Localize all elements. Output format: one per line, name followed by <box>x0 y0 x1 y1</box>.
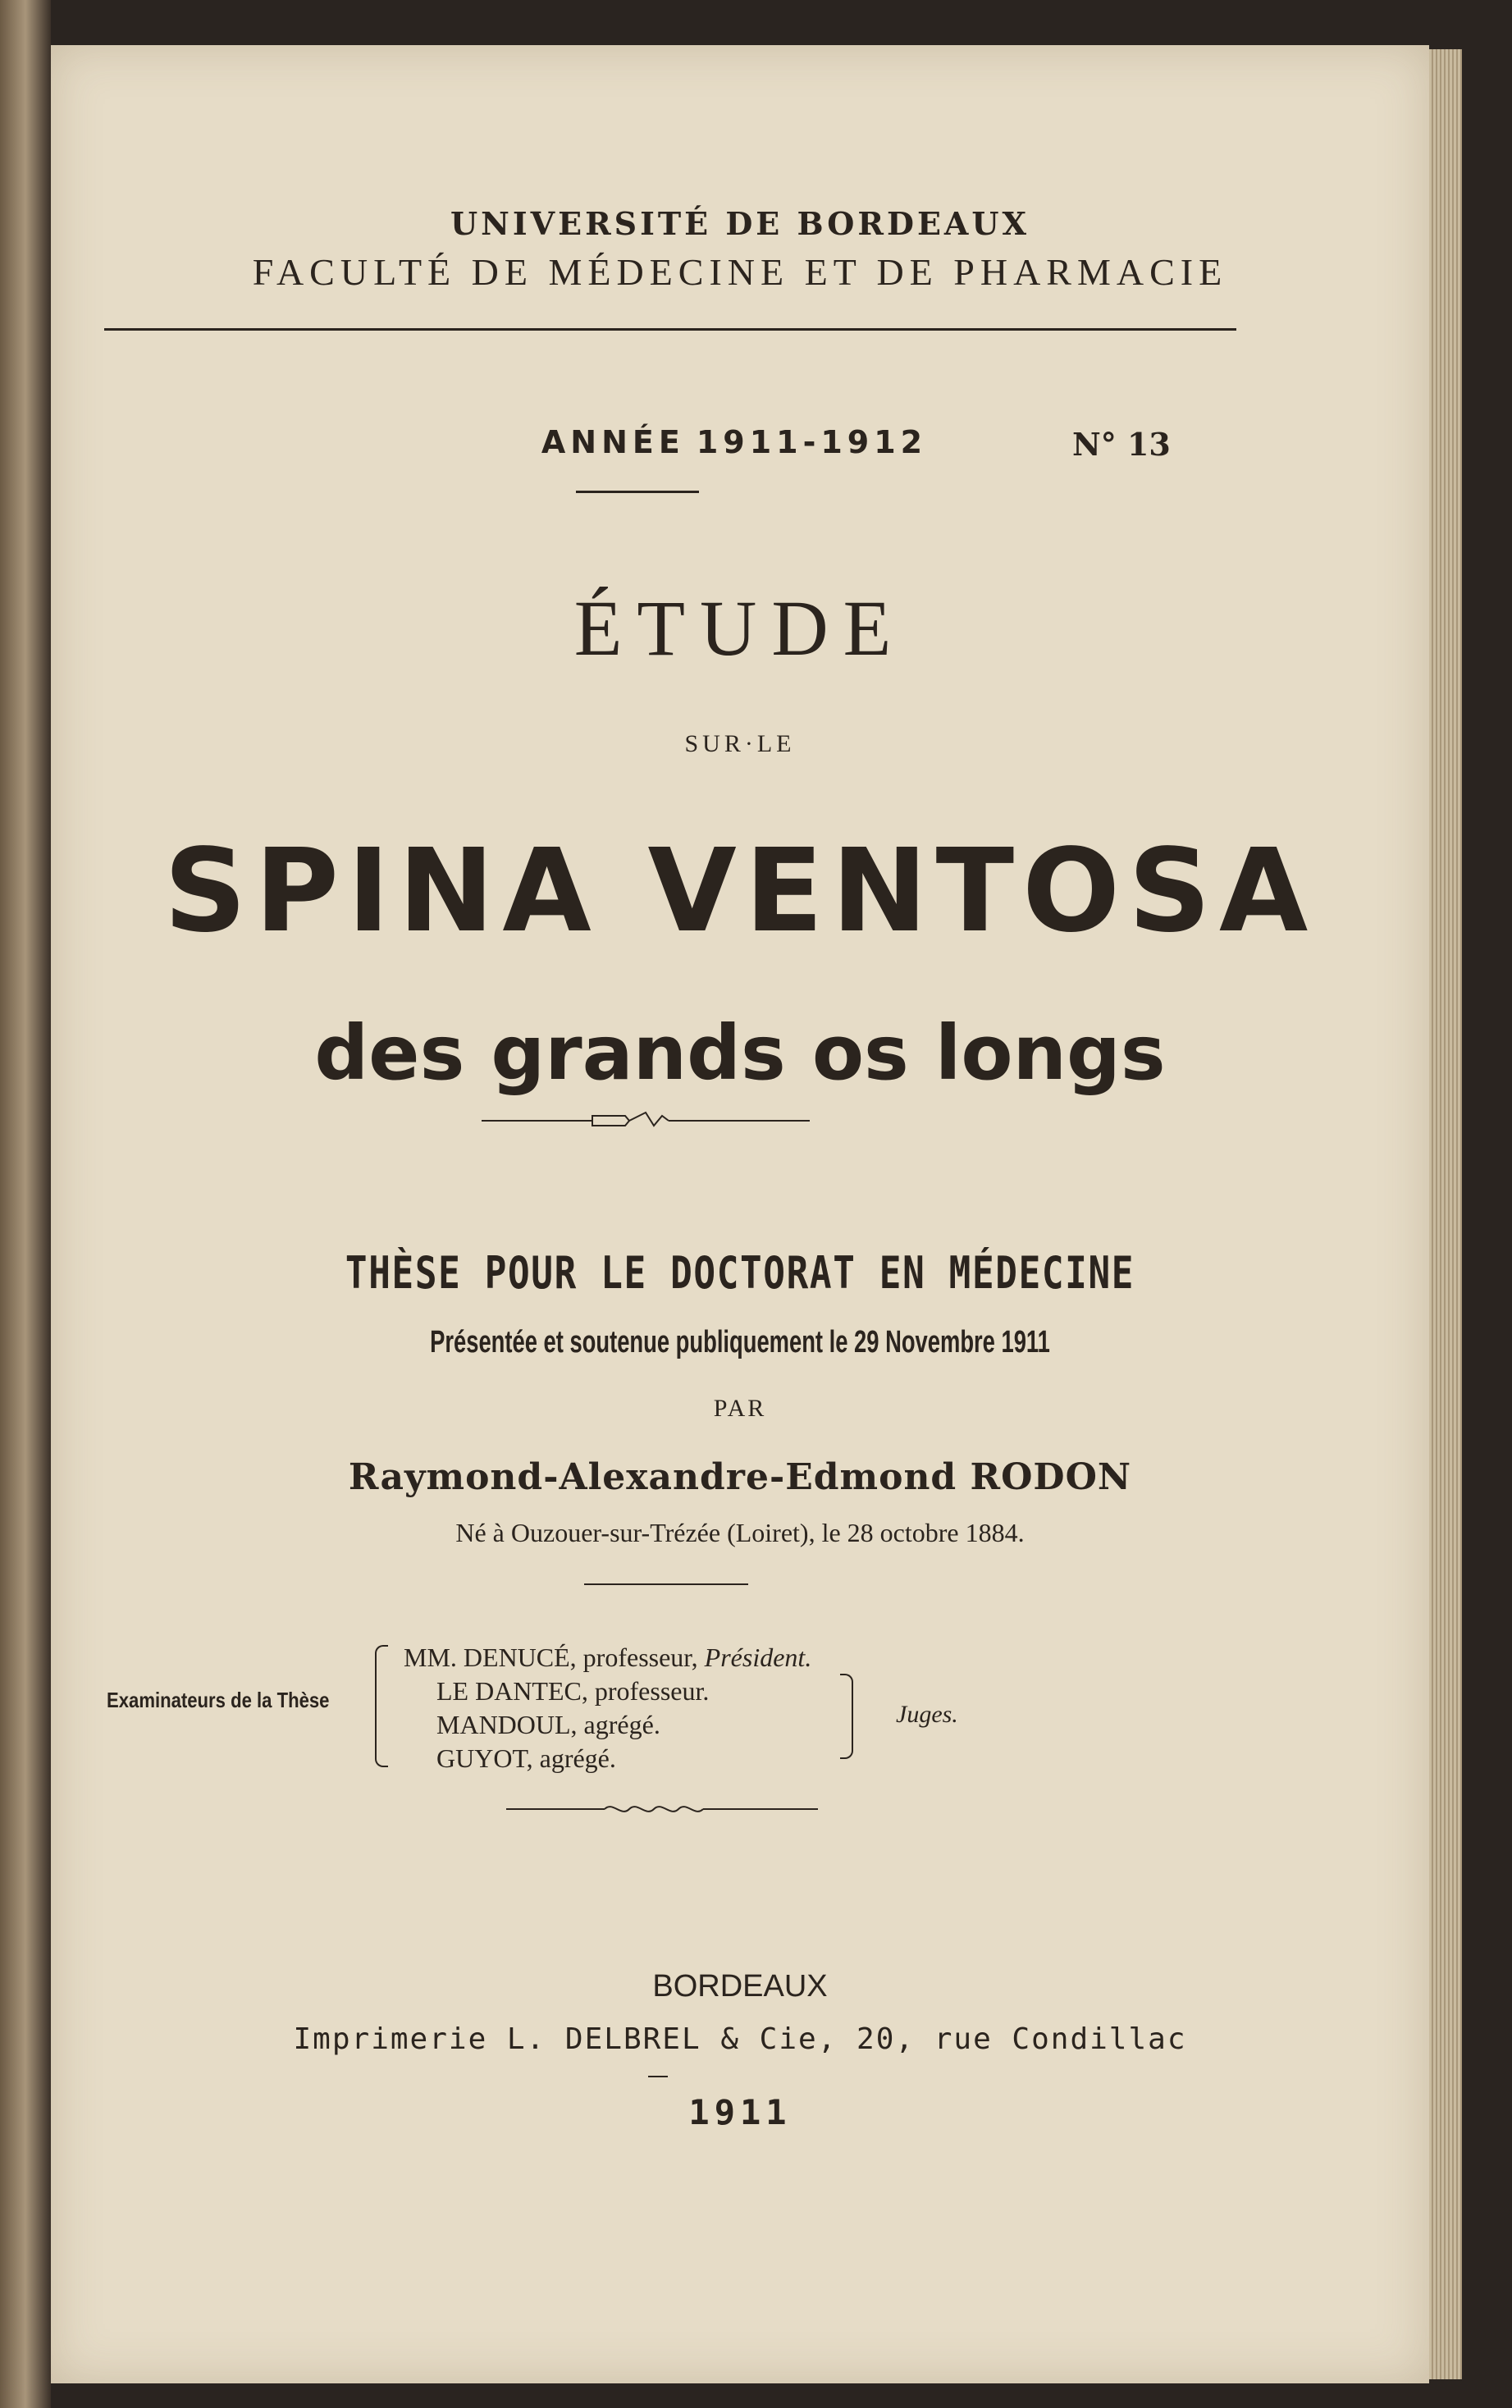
thesis-degree: THÈSE POUR LE DOCTORAT EN MÉDECINE <box>345 1247 1135 1299</box>
author-birth: Né à Ouzouer-sur-Trézée (Loiret), le 28 octobre 1884. <box>455 1518 1025 1547</box>
jury-right-brace <box>840 1674 853 1759</box>
short-rule <box>576 491 699 493</box>
jury-member: LE DANTEC, professeur. <box>436 1676 710 1706</box>
university-name: UNIVERSITÉ DE BORDEAUX <box>450 205 1030 242</box>
academic-year-value: 1911-1912 <box>696 424 928 460</box>
imprint-rule <box>648 2076 668 2077</box>
facing-page-edge <box>0 0 51 2408</box>
author-rule <box>584 1583 748 1585</box>
thesis-number: N° 13 <box>1072 426 1171 463</box>
president-role: Président. <box>704 1643 812 1672</box>
subtitle: des grands os longs <box>314 1009 1166 1097</box>
academic-year <box>51 424 1429 460</box>
academic-year-label: ANNÉE <box>541 424 685 460</box>
page-stack-edge <box>1429 49 1462 2379</box>
ornament-flourish <box>506 1797 818 1821</box>
ornament-divider <box>482 1108 810 1132</box>
juges-label: Juges. <box>896 1701 958 1728</box>
author-name: Raymond-Alexandre-Edmond RODON <box>348 1456 1132 1498</box>
title-etude: ÉTUDE <box>573 584 907 672</box>
presentation-line: Présentée et soutenue publiquement le 29 Novembre 1911 <box>430 1325 1050 1359</box>
president-name: MM. DENUCÉ, professeur, <box>404 1643 698 1672</box>
examiners-label: Examinateurs de la Thèse <box>107 1688 330 1712</box>
title-page <box>51 45 1429 2383</box>
jury-member: MANDOUL, agrégé. <box>436 1710 660 1739</box>
jury-member: GUYOT, agrégé. <box>436 1743 616 1773</box>
header-rule <box>104 328 1236 331</box>
title-sur-le: SUR·LE <box>684 730 796 757</box>
imprint-year: 1911 <box>688 2092 792 2132</box>
imprint-city: BORDEAUX <box>652 1969 828 2004</box>
jury-president <box>404 1641 811 1675</box>
par-label: PAR <box>713 1395 767 1422</box>
main-title: SPINA VENTOSA <box>163 825 1317 958</box>
jury-left-brace <box>375 1645 388 1767</box>
imprint-printer: Imprimerie L. DELBREL & Cie, 20, rue Condillac <box>293 2022 1187 2056</box>
jury-list <box>404 1641 811 1775</box>
faculty-name: FACULTÉ DE MÉDECINE ET DE PHARMACIE <box>252 251 1228 293</box>
